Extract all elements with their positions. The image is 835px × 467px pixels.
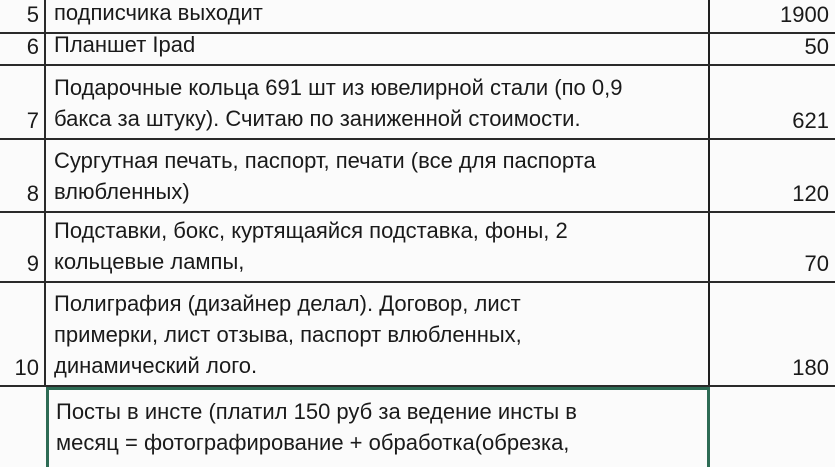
row-number[interactable]: 10 — [0, 283, 46, 385]
amount-cell[interactable] — [710, 387, 835, 467]
table-row — [0, 283, 835, 387]
row-number[interactable]: 8 — [0, 140, 46, 211]
row-number[interactable]: 5 — [0, 0, 46, 32]
description-line: Подарочные кольца 691 шт из ювелирной стали (по 0,9 — [54, 75, 623, 100]
table-row — [0, 140, 835, 213]
description-line: Посты в инсте (платил 150 руб за ведение инсты в — [56, 399, 577, 424]
row-number[interactable] — [0, 387, 46, 467]
amount-cell[interactable]: 1900 — [780, 2, 829, 27]
description-cell[interactable] — [46, 283, 710, 385]
table-row — [0, 213, 835, 283]
amount-cell[interactable]: 120 — [792, 181, 829, 206]
description-line: бакса за штуку). Считаю по заниженной стоимости. — [54, 106, 581, 131]
description-line: Планшет Ipad — [54, 34, 196, 57]
table-row — [0, 34, 835, 66]
description-line: подписчика выходит — [54, 0, 263, 25]
description-line: Полиграфия (дизайнер делал). Договор, лист — [54, 291, 521, 316]
description-line: Сургутная печать, паспорт, печати (все для паспорта — [54, 148, 596, 173]
description-cell-selected[interactable] — [46, 387, 710, 467]
row-number[interactable]: 6 — [0, 34, 46, 64]
description-cell[interactable] — [46, 213, 710, 281]
description-line: месяц = фотографирование + обработка(обрезка, — [56, 430, 570, 455]
amount-cell[interactable]: 180 — [792, 355, 829, 380]
description-line: примерки, лист отзыва, паспорт влюбленных, — [54, 322, 522, 347]
row-number[interactable]: 7 — [0, 66, 46, 138]
description-line: влюбленных) — [54, 179, 190, 204]
description-line: Подставки, бокс, куртящаяйся подставка, фоны, 2 — [54, 218, 568, 243]
description-cell[interactable] — [46, 34, 710, 64]
table-row — [0, 66, 835, 140]
description-cell[interactable] — [46, 66, 710, 138]
description-line: динамический лого. — [54, 353, 258, 378]
row-number[interactable]: 9 — [0, 213, 46, 281]
description-line: кольцевые лампы, — [54, 249, 245, 274]
amount-cell[interactable]: 621 — [792, 108, 829, 133]
table-row — [0, 387, 835, 467]
description-cell[interactable] — [46, 140, 710, 211]
amount-cell[interactable]: 70 — [804, 251, 829, 276]
table-row — [0, 0, 835, 34]
amount-cell[interactable]: 50 — [804, 34, 829, 59]
description-cell[interactable] — [46, 0, 710, 32]
